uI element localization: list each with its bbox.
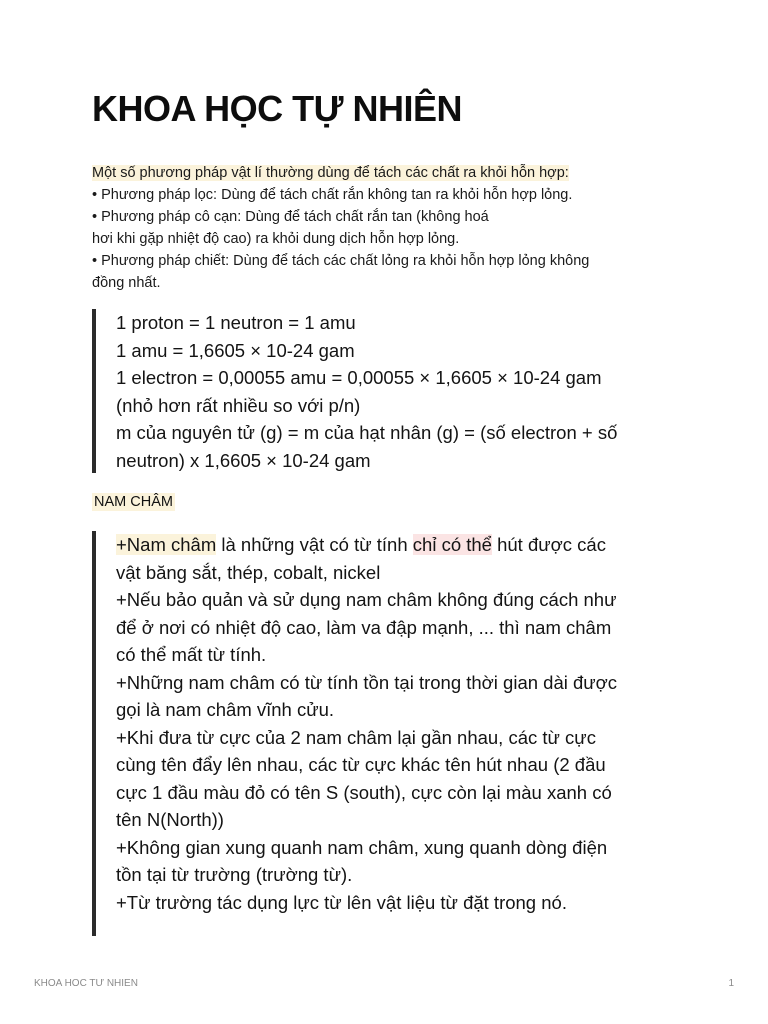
magnet-line: cực 1 đầu màu đỏ có tên S (south), cực còn lại màu xanh có: [116, 781, 612, 803]
intro-heading: Một số phương pháp vật lí thường dùng để tách các chất ra khỏi hỗn hợp:: [92, 165, 569, 181]
units-line: 1 amu = 1,6605 × 10-24 gam: [116, 339, 355, 361]
magnet-line: cùng tên đẩy lên nhau, các từ cực khác tên hút nhau (2 đầu: [116, 754, 606, 775]
footer-document-title: KHOA HOC TƯ NHIEN: [34, 978, 138, 989]
magnet-term-highlight: +Nam châm: [116, 534, 217, 555]
magnet-line: tồn tại từ trường (trường từ).: [116, 864, 353, 885]
units-quote-block: [92, 309, 696, 473]
magnet-line: +Từ trường tác dụng lực từ lên vật liệu từ đặt trong nó.: [116, 891, 567, 913]
units-line: 1 electron = 0,00055 amu = 0,00055 × 1,6605 × 10-24 gam: [116, 367, 602, 388]
intro-line: • Phương pháp cô cạn: Dùng để tách chất rắn tan (không hoá: [92, 209, 489, 225]
magnet-text: hút được các: [491, 534, 606, 555]
intro-line: đồng nhất.: [92, 275, 161, 291]
magnet-line: gọi là nam châm vĩnh cửu.: [116, 699, 335, 720]
footer-page-number: 1: [728, 978, 734, 989]
units-line: (nhỏ hơn rất nhiều so với p/n): [116, 394, 361, 416]
magnet-text: là những vật có từ tính: [216, 534, 413, 555]
magnet-first-line: [116, 531, 696, 559]
intro-line: • Phương pháp chiết: Dùng để tách các chất lỏng ra khỏi hỗn hợp lỏng không: [92, 253, 590, 269]
magnet-emphasis-highlight: chỉ có thể: [412, 534, 492, 555]
units-line: m của nguyên tử (g) = m của hạt nhân (g) = (số electron + số: [116, 422, 618, 443]
magnet-line: +Nếu bảo quản và sử dụng nam châm không đúng cách như: [116, 589, 617, 610]
magnet-line: để ở nơi có nhiệt độ cao, làm va đập mạnh, ... thì nam châm: [116, 616, 612, 638]
magnet-line: tên N(North)): [116, 809, 224, 830]
units-line: neutron) x 1,6605 × 10-24 gam: [116, 449, 371, 471]
section-label-nam-cham: NAM CHÂM: [94, 494, 173, 510]
magnet-line: vật băng sắt, thép, cobalt, nickel: [116, 561, 381, 583]
page-title: KHOA HỌC TỰ NHIÊN: [92, 88, 463, 129]
magnet-line: +Khi đưa từ cực của 2 nam châm lại gần nhau, các từ cực: [116, 726, 596, 748]
magnet-line: +Những nam châm có từ tính tồn tại trong thời gian dài được: [116, 671, 618, 693]
magnet-line: có thể mất từ tính.: [116, 644, 267, 665]
magnet-line: +Không gian xung quanh nam châm, xung quanh dòng điện: [116, 836, 608, 858]
magnet-quote-block: [92, 531, 696, 936]
intro-line: • Phương pháp lọc: Dùng để tách chất rắn không tan ra khỏi hỗn hợp lỏng.: [92, 187, 573, 203]
intro-line: hơi khi gặp nhiệt độ cao) ra khỏi dung dịch hỗn hợp lỏng.: [92, 231, 460, 247]
intro-block: [92, 162, 692, 294]
units-line: 1 proton = 1 neutron = 1 amu: [116, 312, 356, 333]
intro-heading-line: [92, 162, 692, 184]
